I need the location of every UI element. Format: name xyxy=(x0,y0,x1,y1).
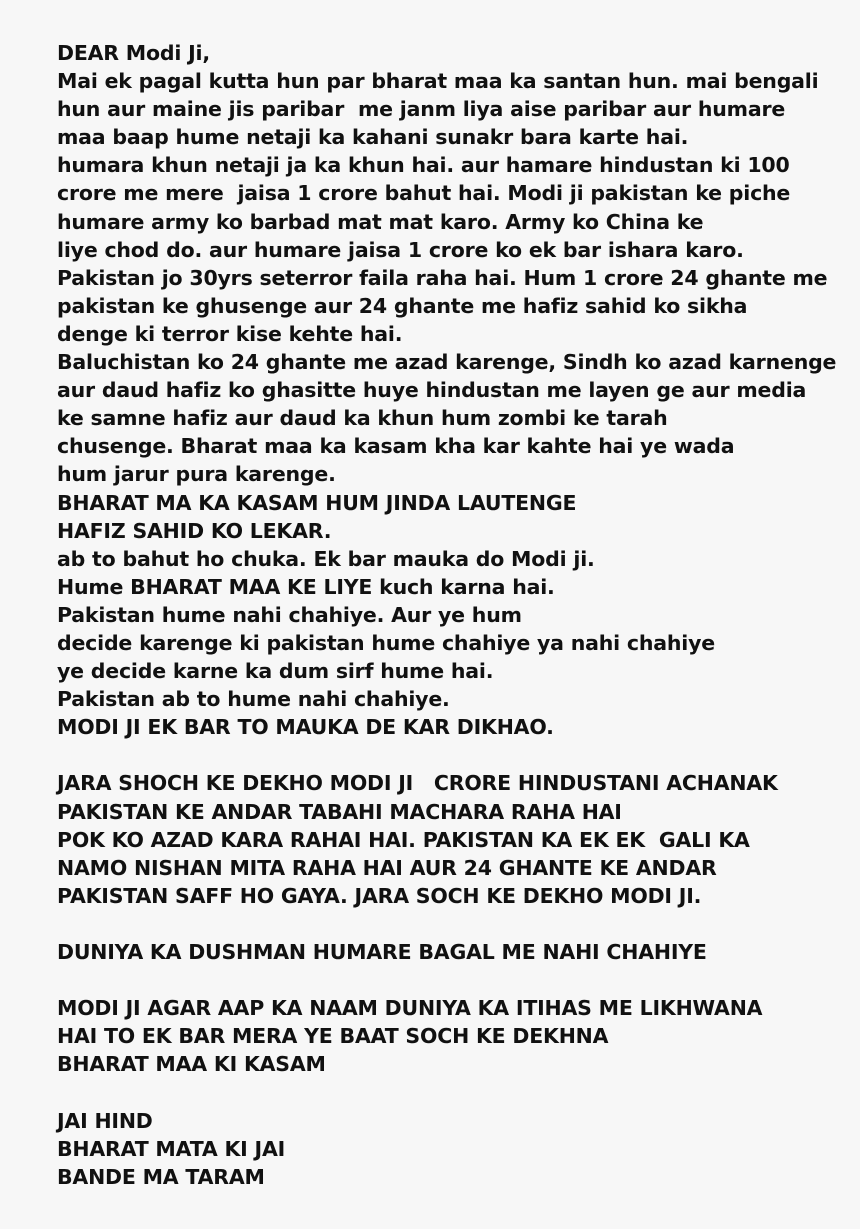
letter-line: hun aur maine jis paribar me janm liya aise paribar aur humare xyxy=(57,97,786,122)
letter-line: HAFIZ SAHID KO LEKAR. xyxy=(57,518,332,543)
letter-line: ke samne hafiz aur daud ka khun hum zombi ke tarah xyxy=(57,406,668,431)
letter-line: crore me mere jaisa 1 crore bahut hai. Modi ji pakistan ke piche xyxy=(57,181,791,206)
letter-line: PAKISTAN SAFF HO GAYA. JARA SOCH KE DEKHO MODI JI. xyxy=(57,883,702,908)
letter-line: Pakistan hume nahi chahiye. Aur ye hum xyxy=(57,602,522,627)
letter-line: BHARAT MA KA KASAM HUM JINDA LAUTENGE xyxy=(57,490,577,515)
letter-line: ab to bahut ho chuka. Ek bar mauka do Modi ji. xyxy=(57,546,595,571)
letter-line: Mai ek pagal kutta hun par bharat maa ka santan hun. mai bengali xyxy=(57,69,819,94)
letter-line: NAMO NISHAN MITA RAHA HAI AUR 24 GHANTE KE ANDAR xyxy=(57,855,717,880)
letter-line: humara khun netaji ja ka khun hai. aur hamare hindustan ki 100 xyxy=(57,153,790,178)
letter-line: BHARAT MAA KI KASAM xyxy=(57,1052,326,1077)
letter-line: ye decide karne ka dum sirf hume hai. xyxy=(57,659,494,684)
letter-line: DUNIYA KA DUSHMAN HUMARE BAGAL ME NAHI CHAHIYE xyxy=(57,940,707,964)
letter-line: humare army ko barbad mat mat karo. Army ko China ke xyxy=(57,209,704,234)
letter-line: HAI TO EK BAR MERA YE BAAT SOCH KE DEKHNA xyxy=(57,1024,609,1049)
letter-line: decide karenge ki pakistan hume chahiye ya nahi chahiye xyxy=(57,630,715,655)
letter-line: MODI JI EK BAR TO MAUKA DE KAR DIKHAO. xyxy=(57,715,554,740)
letter-line: maa baap hume netaji ka kahani sunakr bara karte hai. xyxy=(57,125,689,150)
letter-line: pakistan ke ghusenge aur 24 ghante me hafiz sahid ko sikha xyxy=(57,293,748,318)
letter-line: JARA SHOCH KE DEKHO MODI JI CRORE HINDUSTANI ACHANAK xyxy=(57,771,778,796)
letter-line: POK KO AZAD KARA RAHAI HAI. PAKISTAN KA EK EK GALI KA xyxy=(57,827,750,852)
letter-line: chusenge. Bharat maa ka kasam kha kar kahte hai ye wada xyxy=(57,434,735,459)
letter-line: JAI HIND xyxy=(57,1108,153,1133)
letter-line: hum jarur pura karenge. xyxy=(57,462,336,487)
letter-line: Baluchistan ko 24 ghante me azad karenge, Sindh ko azad karnenge xyxy=(57,350,837,375)
blank-line xyxy=(57,966,847,994)
letter-line: Pakistan jo 30yrs seterror faila raha hai. Hum 1 crore 24 ghante me xyxy=(57,265,828,290)
letter-line: BANDE MA TARAM xyxy=(57,1164,265,1189)
blank-line xyxy=(57,1078,847,1106)
letter-line: denge ki terror kise kehte hai. xyxy=(57,321,403,346)
letter-line: Hume BHARAT MAA KE LIYE kuch karna hai. xyxy=(57,574,555,599)
letter-line: aur daud hafiz ko ghasitte huye hindustan me layen ge aur media xyxy=(57,378,807,403)
letter-line: liye chod do. aur humare jaisa 1 crore ko ek bar ishara karo. xyxy=(57,237,744,262)
letter-line: PAKISTAN KE ANDAR TABAHI MACHARA RAHA HAI xyxy=(57,799,622,824)
blank-line xyxy=(57,910,847,938)
letter-body xyxy=(57,39,847,1191)
letter-greeting: DEAR Modi Ji, xyxy=(57,41,210,65)
letter-line: BHARAT MATA KI JAI xyxy=(57,1136,286,1161)
blank-line xyxy=(57,741,847,769)
letter-line: MODI JI AGAR AAP KA NAAM DUNIYA KA ITIHAS ME LIKHWANA xyxy=(57,996,763,1021)
letter-line: Pakistan ab to hume nahi chahiye. xyxy=(57,687,450,712)
